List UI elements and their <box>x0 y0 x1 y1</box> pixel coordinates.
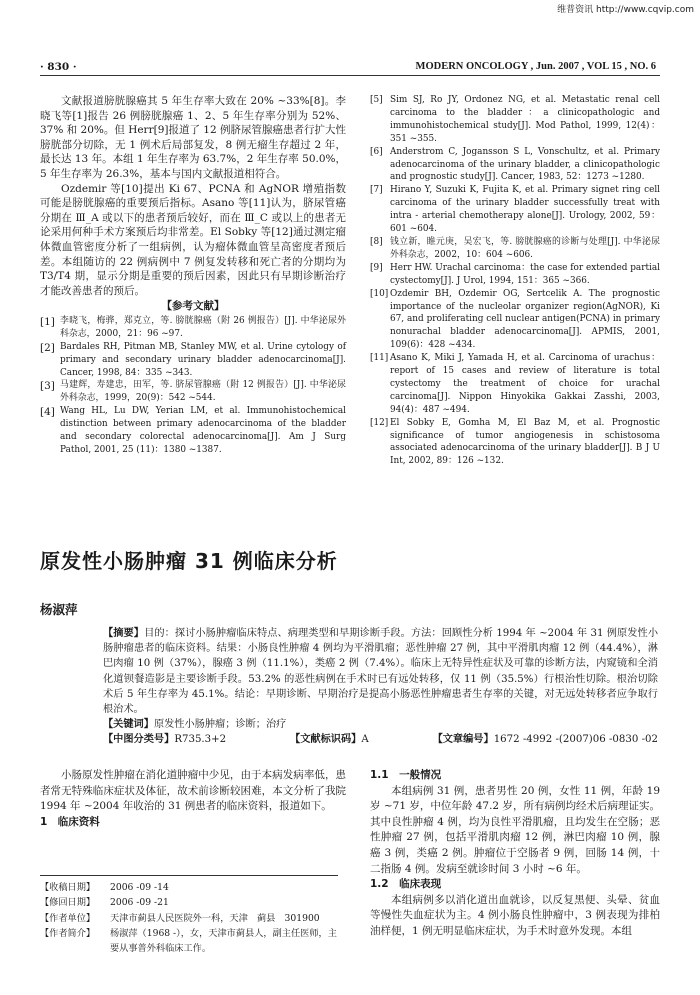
keywords: 【关键词】原发性小肠肿瘤；诊断；治疗 <box>103 719 287 731</box>
article-title: 原发性小肠肿瘤 31 例临床分析 <box>40 549 338 573</box>
subsection-heading: 1.2 临床表现 <box>370 878 442 891</box>
clinical-manifestation-paragraph: 本组病例多以消化道出血就诊，以反复黑便、头晕、贫血等慢性失血症状为主。4 例小肠良性肿瘤中，3 例表现为排柏油样便，1 例无明显临床症状，为手术时意外发现。本组 <box>370 893 660 937</box>
footnote-rule <box>40 875 338 876</box>
reference-item: [9] Herr HW. Urachal carcinoma：the case for extended partial cystectomy[J]. J Urol, 1994, 151：365 ~366. <box>370 262 660 286</box>
watermark: 维普资讯 http://www.cqvip.com <box>557 5 694 15</box>
references-heading: 【参考文献】 <box>161 300 225 313</box>
subsection-heading: 1.1 一般情况 <box>370 769 442 781</box>
reference-item: [5] Sim SJ, Ro JY, Ordonez NG, et al. Metastatic renal cell carcinoma to the bladder：a clinicopathologic and immunohistochemical study[J]. Mod Pathol, 1999, 12(4)：351 ~355. <box>370 95 660 144</box>
section-heading: 1 临床资料 <box>40 815 100 828</box>
document-code: 【文献标识码】A <box>290 734 369 746</box>
clc-number: 【中图分类号】R735.3+2 <box>103 734 227 746</box>
footnote-item: 【作者简介】 杨淑萍（1968 -），女，天津市蓟县人，副主任医师，主要从事普外科临床工作。 <box>40 927 337 955</box>
footnote-item: 【收稿日期】 2006 -09 -14 <box>40 882 169 893</box>
reference-item: [12] El Sobky E, Gomha M, El Baz M, et al. Prognostic significance of tumor angiogenesis in schistosoma associated adenocarcinoma of the urinary bladder[J]. B J U Int, 2002, 89：126 ~132. <box>370 417 660 467</box>
general-info-paragraph: 本组病例 31 例，患者男性 20 例，女性 11 例，年龄 19 岁 ~71 岁，中位年龄 47.2 岁，所有病例均经术后病理证实。其中良性肿瘤 4 例，均为良性平滑肌瘤，且均发生在空肠；恶性肿瘤 27 例，包括平滑肌肉瘤 12 例，淋巴肉瘤 10 例，腺癌 3 例，类癌 2 例。肿瘤位于空肠者 9 例，回肠 14 例，十二指肠 4 例。发病至就诊时间 3 小时 ~6 年。 <box>370 784 660 875</box>
article-right-column <box>370 768 660 940</box>
reference-item: [3] 马建辉，寿建忠，田军，等. 脐尿管腺癌（附 12 例报告）[J]. 中华泌尿外科杂志，1999，20(9)：542 ~544. <box>40 380 346 404</box>
article-number: 【文章编号】1672 -4992 -(2007)06 -0830 -02 <box>432 734 658 746</box>
footnote-item: 【作者单位】 天津市蓟县人民医院外一科，天津 蓟县 301900 <box>40 912 320 924</box>
reference-item: [7] Hirano Y, Suzuki K, Fujita K, et al. Primary signet ring cell carcinoma of the urinary bladder successfully treat with intra - arterial chemotherapy alone[J]. Urology, 2002, 59：601 ~604. <box>370 185 660 235</box>
footnotes <box>40 880 346 956</box>
header-rule <box>40 75 660 76</box>
classification-row <box>103 732 658 747</box>
prev-article-left-column <box>40 94 346 457</box>
reference-item: [4] Wang HL, Lu DW, Yerian LM, et al. Immunohistochemical distinction between primary adenocarcinoma of the bladder and secondary colorectal adenocarcinoma[J]. Am J Surg Pathol, 2001, 25 (11)：1380 ~1387. <box>40 406 346 455</box>
journal-header: MODERN ONCOLOGY , Jun. 2007 , VOL 15 , NO. 6 <box>415 61 656 72</box>
page-number: · 830 · <box>40 61 77 73</box>
prev-paragraph-1: 文献报道膀胱腺癌其 5 年生存率大致在 20% ~33%[8]。李晓飞等[1]报告 26 例膀胱腺癌 1、2、5 年生存率分别为 52%、37% 和 20%。但 Herr[9]报道了 12 例脐尿管腺癌患者行扩大性膀胱部分切除，无 1 例术后局部复发，8 例无瘤生存超过 2 年，最长达 13 年。本组 1 年生存率为 63.7%，2 年生存率 50.0%，5 年生存率为 26.3%，基本与国内文献报道相符合。 <box>40 95 347 180</box>
abstract-text: 【摘要】目的：探讨小肠肿瘤临床特点、病理类型和早期诊断手段。方法：回顾性分析 1994 年 ~2004 年 31 例原发性小肠肿瘤患者的临床资料。结果：小肠良性肿瘤 4 例均为平滑肌瘤；恶性肿瘤 27 例，其中平滑肌肉瘤 12 例（44.4%），淋巴肉瘤 10 例（37%），腺癌 3 例（11.1%），类癌 2 例（7.4%）。临床上无特异性症状及可靠的诊断方法，内窥镜和全消化道钡餐造影是主要诊断手段。53.2% 的恶性病例在手术时已有远处转移，仅 11 例（35.5%）行根治性切除。根治切除术后 5 年生存率为 45.1%。结论：早期诊断、早期治疗是提高小肠恶性肿瘤患者生存率的关键，对无远处转移者应争取行根治术。 <box>103 628 659 716</box>
author-name: 杨淑萍 <box>40 602 78 617</box>
reference-item: [8] 钱立新，睢元庚，吴宏飞，等. 膀胱腺癌的诊断与处理[J]. 中华泌尿外科杂志，2002，10：604 ~606. <box>370 236 660 260</box>
footnote-item: 【修回日期】 2006 -09 -21 <box>40 897 169 909</box>
reference-item: [11] Asano K, Miki J, Yamada H, et al. Carcinoma of urachus：report of 15 cases and review of literature is total cystectomy the treatment of choice for urachal carcinoma[J]. Nippon Hinyokika Gakkai Zasshi, 2003, 94(4)：487 ~494. <box>370 353 660 415</box>
article-left-column <box>40 768 346 830</box>
intro-paragraph: 小肠原发性肿瘤在消化道肿瘤中少见，由于本病发病率低，患者常无特殊临床症状及体征，故术前诊断较困难，本文分析了我院 1994 年 ~2004 年收治的 31 例患者的临床资料，报道如下。 <box>40 769 346 813</box>
prev-article-right-column <box>370 94 660 468</box>
prev-paragraph-2: Ozdemir 等[10]提出 Ki 67、PCNA 和 AgNOR 增殖指数可能是膀胱腺癌的重要预后指标。Asano 等[11]认为，脐尿管癌分期在 Ⅲ_A 或以下的患者预后较好，而在 Ⅲ_C 或以上的患者无论采用何种手术方案预后均非常差。El Sobky 等[12]通过测定瘤体微血管密度分析了一组病例，认为瘤体微血管呈高密度者预后差。本组随访的 22 例病例中 7 例复发转移和死亡者的分期均为 T3/T4 期，显示分期是重要的预后因素，因此只有早期诊断治疗才能改善患者的预后。 <box>40 182 346 297</box>
reference-item: [10] Ozdemir BH, Ozdemir OG, Sertcelik A. The prognostic importance of the nucleolar organizer region(AgNOR), Ki 67, and proliferating cell nuclear antigen(PCNA) in primary nonurachal bladder adenocarcinoma[J]. APMIS, 2001, 109(6)：428 ~434. <box>370 288 660 351</box>
reference-item: [2] Bardales RH, Pitman MB, Stanley MW, et al. Urine cytology of primary and secondary urinary bladder adenocarcinoma[J]. Cancer, 1998, 84：335 ~343. <box>40 341 346 378</box>
abstract-block <box>103 626 658 748</box>
reference-item: [1] 李晓飞，梅骅，郑克立，等. 膀胱腺癌（附 26 例报告）[J]. 中华泌尿外科杂志，2000，21：96 ~97. <box>40 315 346 339</box>
reference-item: [6] Anderstrom C, Jogansson S L, Vonschultz, et al. Primary adenocarcinoma of the urinary bladder, a clinicopathologic and prognostic study[J]. Cancer, 1983, 52：1273 ~1280. <box>370 146 660 183</box>
